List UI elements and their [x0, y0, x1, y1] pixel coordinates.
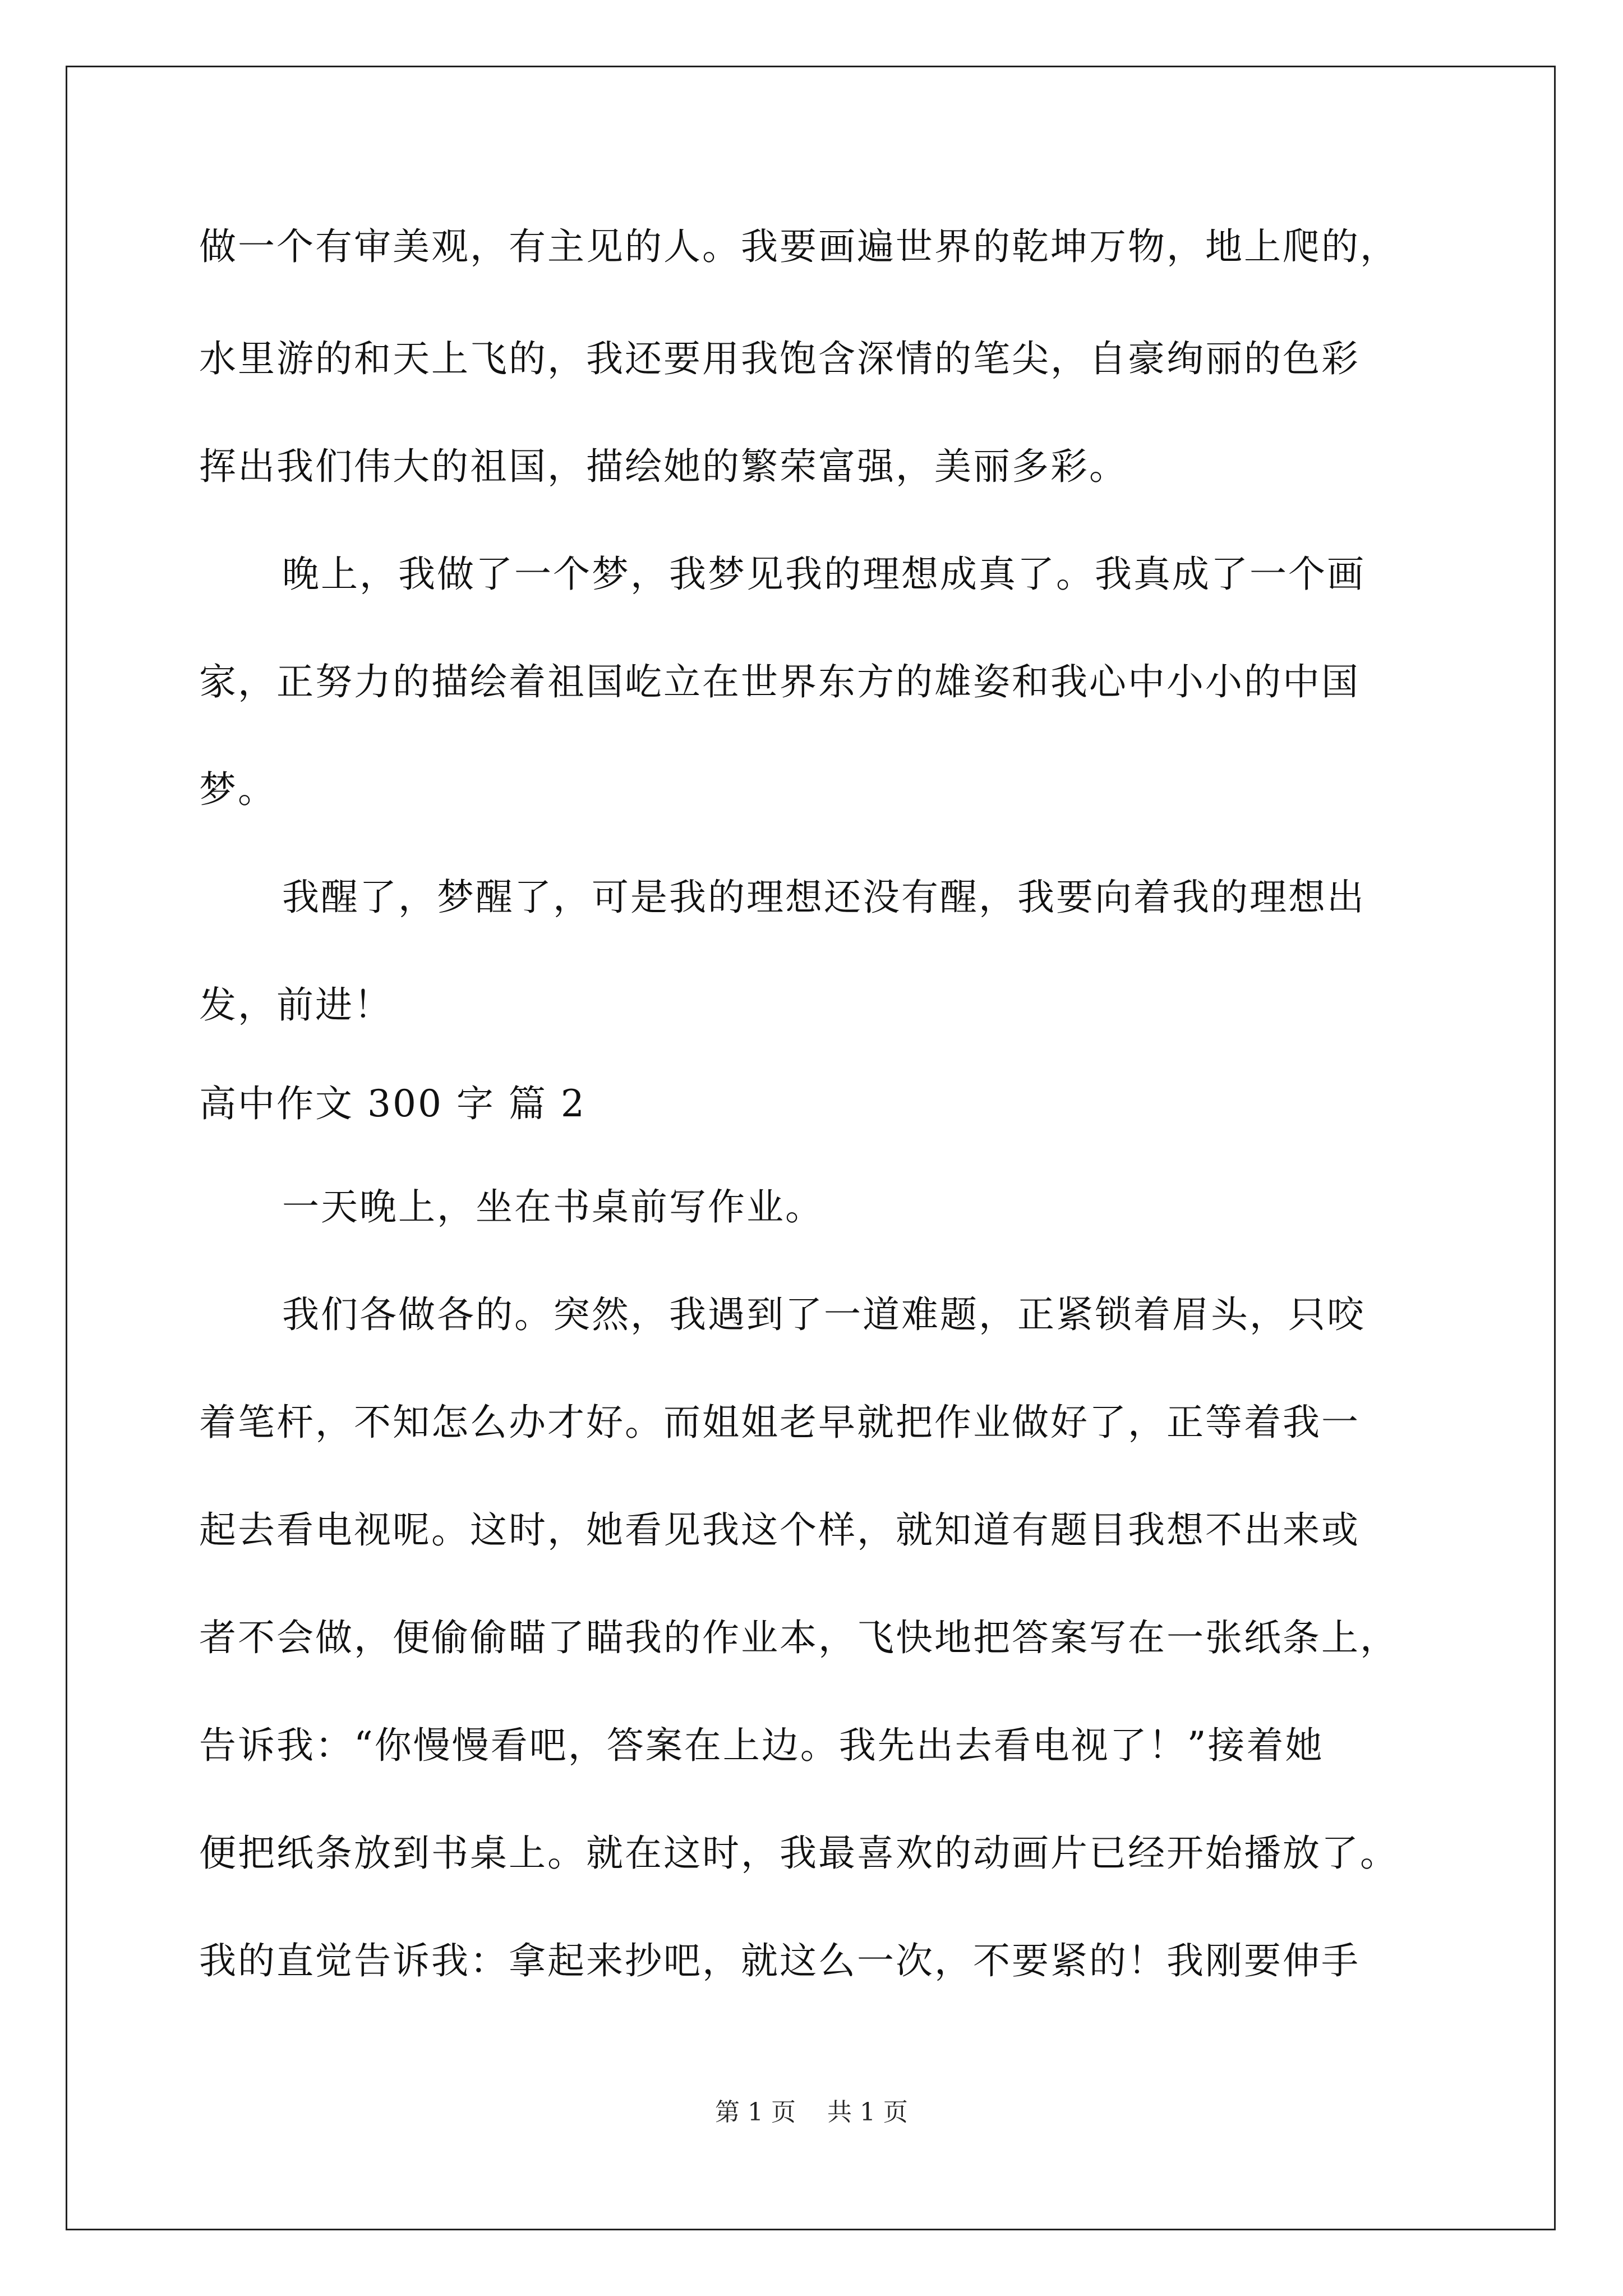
text-line: 起去看电视呢。这时，她看见我这个样，就知道有题目我想不出来或 — [199, 1508, 1360, 1552]
text-line: 水里游的和天上飞的，我还要用我饱含深情的笔尖，自豪绚丽的色彩 — [199, 337, 1360, 380]
paragraph-first-line: 一天晚上，坐在书桌前写作业。 — [282, 1185, 824, 1228]
text-line: 告诉我：“你慢慢看吧，答案在上边。我先出去看电视了！”接着她 — [199, 1724, 1324, 1767]
text-line: 挥出我们伟大的祖国，描绘她的繁荣富强，美丽多彩。 — [199, 445, 1128, 488]
paragraph-first-line: 晚上，我做了一个梦，我梦见我的理想成真了。我真成了一个画 — [282, 553, 1366, 596]
text-line: 者不会做，便偷偷瞄了瞄我的作业本，飞快地把答案写在一张纸条上， — [199, 1616, 1399, 1659]
text-line: 便把纸条放到书桌上。就在这时，我最喜欢的动画片已经开始播放了。 — [199, 1832, 1399, 1875]
text-line: 我的直觉告诉我：拿起来抄吧，就这么一次，不要紧的！我刚要伸手 — [199, 1939, 1360, 1982]
paragraph-first-line: 我们各做各的。突然，我遇到了一道难题，正紧锁着眉头，只咬 — [282, 1293, 1366, 1336]
text-line: 发，前进！ — [199, 983, 393, 1027]
text-line: 家，正努力的描绘着祖国屹立在世界东方的雄姿和我心中小小的中国 — [199, 660, 1360, 703]
page-footer: 第 1 页 共 1 页 — [715, 2098, 908, 2127]
text-line: 梦。 — [199, 768, 276, 811]
text-line: 做一个有审美观，有主见的人。我要画遍世界的乾坤万物，地上爬的， — [199, 225, 1399, 268]
paragraph-first-line: 我醒了，梦醒了，可是我的理想还没有醒，我要向着我的理想出 — [282, 876, 1366, 919]
section-heading: 高中作文 300 字 篇 2 — [199, 1082, 586, 1125]
text-line: 着笔杆，不知怎么办才好。而姐姐老早就把作业做好了，正等着我一 — [199, 1401, 1360, 1444]
page-border — [66, 66, 1556, 2230]
